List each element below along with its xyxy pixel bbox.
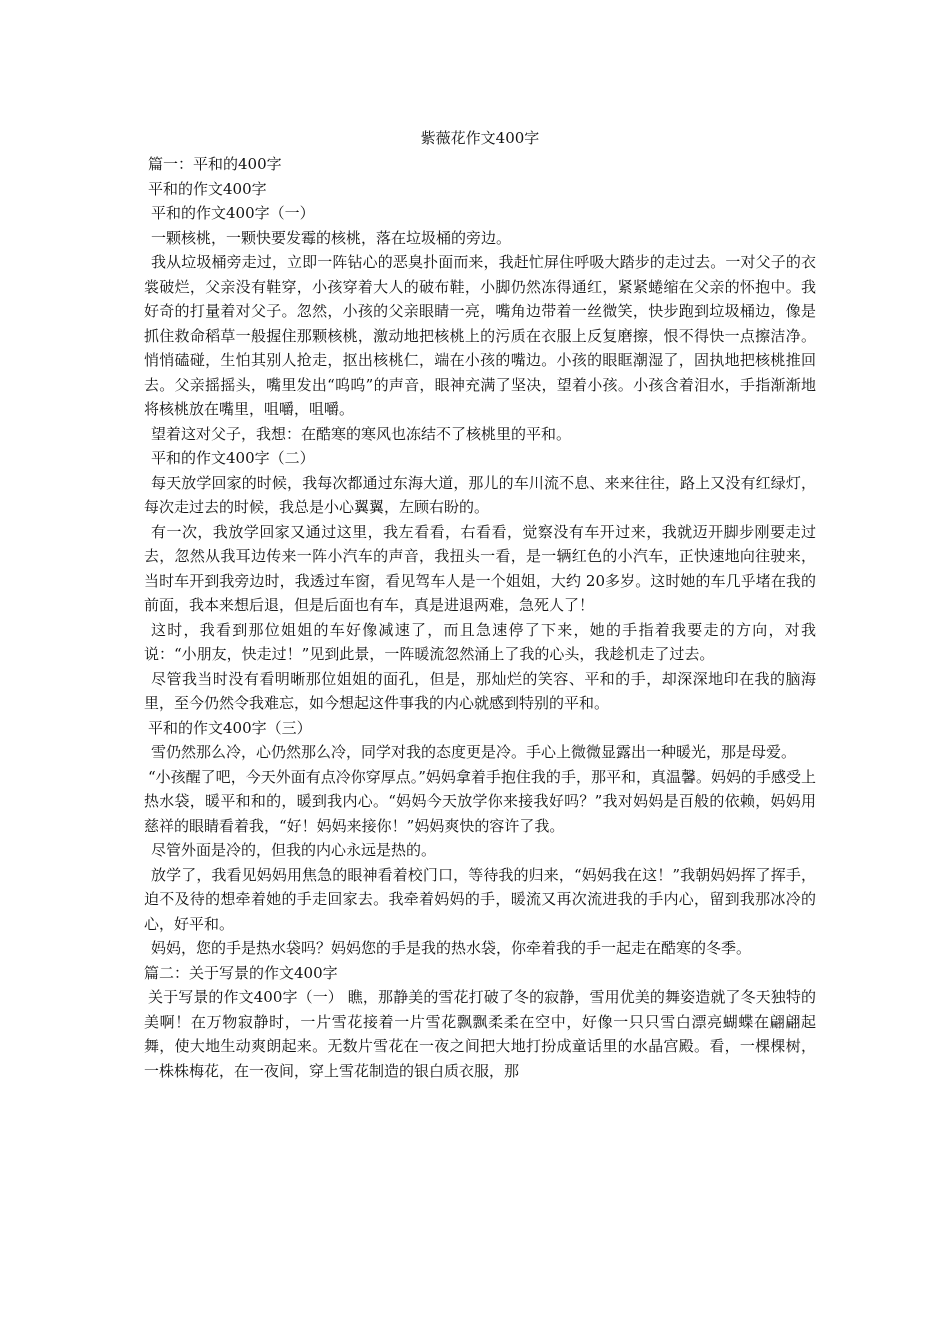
paragraph: 这时，我看到那位姐姐的车好像减速了，而且急速停了下来，她的手指着我要走的方向，对我说：“小朋友，快走过！”见到此景，一阵暖流忽然涌上了我的心头，我趁机走了过去。 (144, 620, 816, 663)
paragraph: 平和的作文400字（三） (148, 718, 312, 737)
paragraph: 雪仍然那么冷，心仍然那么冷，同学对我的态度更是冷。手心上微微显露出一种暖光，那是母爱。 (151, 743, 797, 761)
document-title: 紫薇花作文400字 (420, 129, 540, 147)
paragraph: 尽管我当时没有看明晰那位姐姐的面孔，但是，那灿烂的笑容、平和的手，却深深地印在我的脑海里，至今仍然令我难忘，如今想起这件事我的内心就感到特别的平和。 (144, 669, 816, 712)
paragraph: 篇二：关于写景的作文400字 (144, 963, 338, 982)
paragraph: “小孩醒了吧，今天外面有点冷你穿厚点。”妈妈拿着手抱住我的手，那平和，真温馨。妈妈的手感受上热水袋，暖平和和的，暖到我内心。“妈妈今天放学你来接我好吗？”我对妈妈是百般的依赖，妈妈用慈祥的眼睛看着我，“好！妈妈来接你！”妈妈爽快的容许了我。 (144, 767, 816, 835)
paragraph: 平和的作文400字 (148, 179, 267, 198)
paragraph: 平和的作文400字（二） (151, 449, 315, 467)
paragraph: 有一次，我放学回家又通过这里，我左看看，右看看，觉察没有车开过来，我就迈开脚步刚要走过去，忽然从我耳边传来一阵小汽车的声音，我扭头一看，是一辆红色的小汽车，正快速地向往驶来，当时车开到我旁边时，我透过车窗，看见驾车人是一个姐姐，大约 20多岁。这时她的车几乎堵在我的前面，我本来想后退，但是后面也有车，真是进退两难，急死人了！ (144, 522, 816, 614)
paragraph: 每天放学回家的时候，我每次都通过东海大道，那儿的车川流不息、来来往往，路上又没有红绿灯，每次走过去的时候，我总是小心翼翼，左顾右盼的。 (144, 473, 816, 516)
paragraph: 篇一：平和的400字 (148, 155, 282, 173)
paragraph: 放学了，我看见妈妈用焦急的眼神看着校门口，等待我的归来，“妈妈我在这！”我朝妈妈挥了挥手，迫不及待的想牵着她的手走回家去。我牵着妈妈的手，暖流又再次流进我的手内心，留到我那冰冷的心，好平和。 (144, 865, 816, 933)
paragraph: 尽管外面是冷的，但我的内心永远是热的。 (151, 841, 437, 859)
paragraph: 妈妈，您的手是热水袋吗？妈妈您的手是我的热水袋，你牵着我的手一起走在酷寒的冬季。 (151, 939, 752, 957)
document-page (144, 126, 816, 1083)
paragraph: 关于写景的作文400字（一） 瞧，那静美的雪花打破了冬的寂静，雪用优美的舞姿造就了冬天独特的美啊！在万物寂静时，一片雪花接着一片雪花飘飘柔柔在空中，好像一只只雪白漂亮蝴蝶在翩翩起舞，使大地生动爽朗起来。无数片雪花在一夜之间把大地打扮成童话里的水晶宫殿。看，一棵棵树，一株株梅花，在一夜间，穿上雪花制造的银白质衣服，那 (144, 988, 816, 1080)
paragraph: 平和的作文400字（一） (151, 204, 315, 222)
paragraph: 一颗核桃，一颗快要发霉的核桃，落在垃圾桶的旁边。 (151, 228, 512, 247)
paragraph: 望着这对父子，我想：在酷寒的寒风也冻结不了核桃里的平和。 (151, 424, 572, 443)
document-body (144, 152, 816, 1083)
paragraph: 我从垃圾桶旁走过，立即一阵钻心的恶臭扑面而来，我赶忙屏住呼吸大踏步的走过去。一对父子的衣裳破烂，父亲没有鞋穿，小孩穿着大人的破布鞋，小脚仍然冻得通红，紧紧蜷缩在父亲的怀抱中。我好奇的打量着对父子。忽然，小孩的父亲眼睛一亮，嘴角边带着一丝微笑，快步跑到垃圾桶边，像是抓住救命稻草一般握住那颗核桃，激动地把核桃上的污质在衣服上反复磨擦，恨不得快一点擦洁净。悄悄磕碰，生怕其别人抢走，抠出核桃仁，端在小孩的嘴边。小孩的眼眶潮湿了，固执地把核桃推回去。父亲摇摇头，嘴里发出“呜呜”的声音，眼神充满了坚决，望着小孩。小孩含着泪水，手指渐渐地将核桃放在嘴里，咀嚼，咀嚼。 (144, 253, 816, 418)
